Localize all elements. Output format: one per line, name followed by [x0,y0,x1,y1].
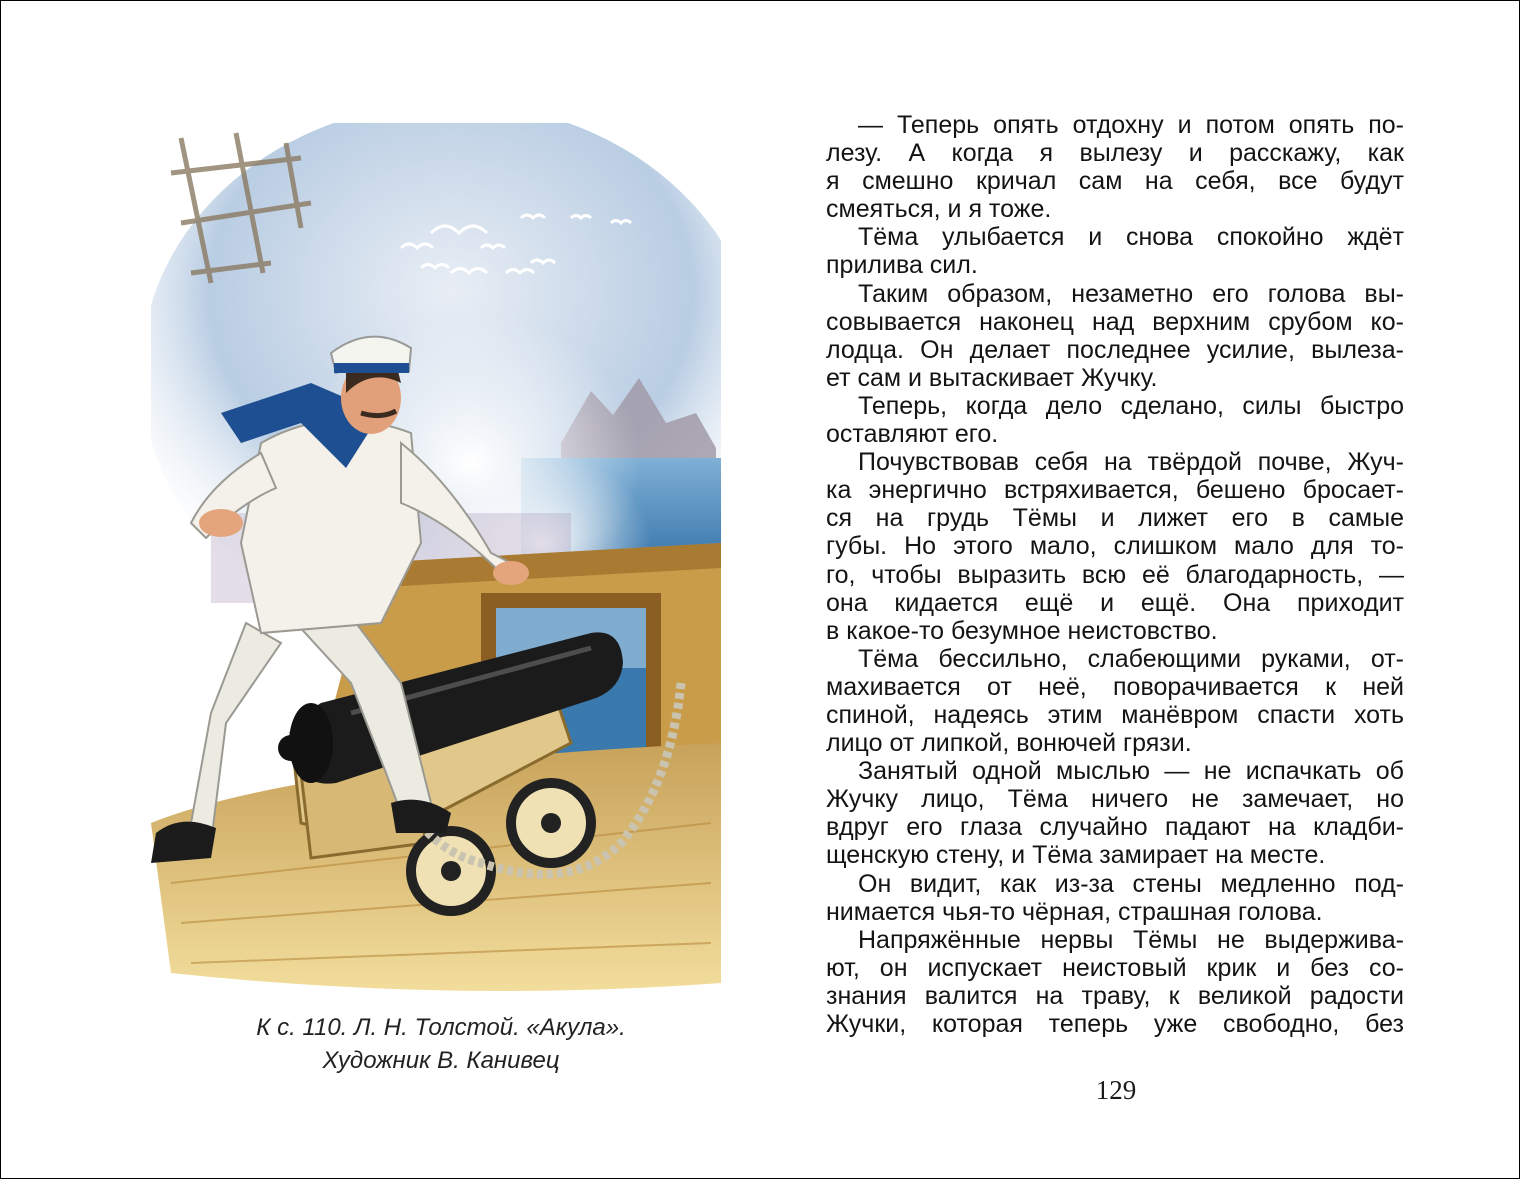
text-line: ся на грудь Тёмы и лижет его в самые [826,504,1404,533]
text-line: знания валится на траву, к великой радости [826,981,1404,1010]
text-line: спиной, надеясь этим манёвром спасти хоть [826,700,1404,729]
caption-line: К с. 110. Л. Н. Толстой. «Акула». [256,1014,626,1041]
text-line: нимается чья-то чёрная, страшная голова. [826,897,1323,926]
page-number: 129 [1095,1075,1137,1105]
text-line: смеяться, и я тоже. [826,195,1052,224]
text-line: прилива сил. [826,251,978,280]
text-line: го, чтобы выразить всю её благодарность, — [826,560,1404,589]
text-line: — Теперь опять отдохну и потом опять по- [858,111,1404,139]
story-text [826,111,1404,1038]
text-line: Теперь, когда дело сделано, силы быстро [858,391,1404,420]
text-line: щенскую стену, и Тёма замирает на месте. [826,841,1326,870]
paragraph [826,757,1404,869]
paragraph [826,392,1404,448]
text-line: я смешно кричал сам на себя, все будут [826,167,1404,196]
paragraph [826,645,1404,757]
text-line: оставляют его. [826,420,999,449]
paragraph [826,926,1404,1038]
text-line: Он видит, как из-за стены медленно под- [858,869,1404,898]
illustration-caption [191,1011,691,1077]
text-line: в какое-то безумное неистовство. [826,616,1218,645]
text-line: лодца. Он делает последнее усилие, вылеза- [826,335,1404,364]
text-line: Напряжённые нервы Тёмы не выдержива- [858,925,1404,954]
illustration-sailor-cannon [151,123,721,993]
text-line: Почувствовав себя на твёрдой почве, Жуч- [858,448,1404,477]
paragraph [826,870,1404,926]
paragraph [826,448,1404,645]
text-line: Занятый одной мыслью — не испачкать об [858,757,1404,786]
text-line: вдруг его глаза случайно падают на кладби- [826,813,1404,842]
text-line: Жучки, которая теперь уже свободно, без [826,1010,1404,1038]
text-line: ют, он испускает неистовый крик и без со- [826,953,1404,982]
text-line: губы. Но этого мало, слишком мало для то- [826,532,1404,561]
text-line: Таким образом, незаметно его голова вы- [858,279,1404,308]
paragraph [826,223,1404,279]
paragraph [826,280,1404,392]
text-line: махивается от неё, поворачивается к ней [826,672,1404,701]
paragraph [826,111,1404,223]
caption-line: Художник В. Канивец [322,1047,560,1074]
text-line: Жучку лицо, Тёма ничего не замечает, но [826,785,1404,814]
text-line: Тёма бессильно, слабеющими руками, от- [858,644,1404,673]
text-line: совывается наконец над верхним срубом ко- [826,307,1404,336]
text-line: ет сам и вытаскивает Жучку. [826,363,1158,392]
text-line: она кидается ещё и ещё. Она приходит [826,588,1404,617]
text-line: Тёма улыбается и снова спокойно ждёт [858,223,1404,252]
text-line: лезу. А когда я вылезу и расскажу, как [826,139,1404,168]
text-line: лицо от липкой, вонючей грязи. [826,729,1192,758]
text-line: ка энергично встряхивается, бешено бросает- [826,476,1404,505]
